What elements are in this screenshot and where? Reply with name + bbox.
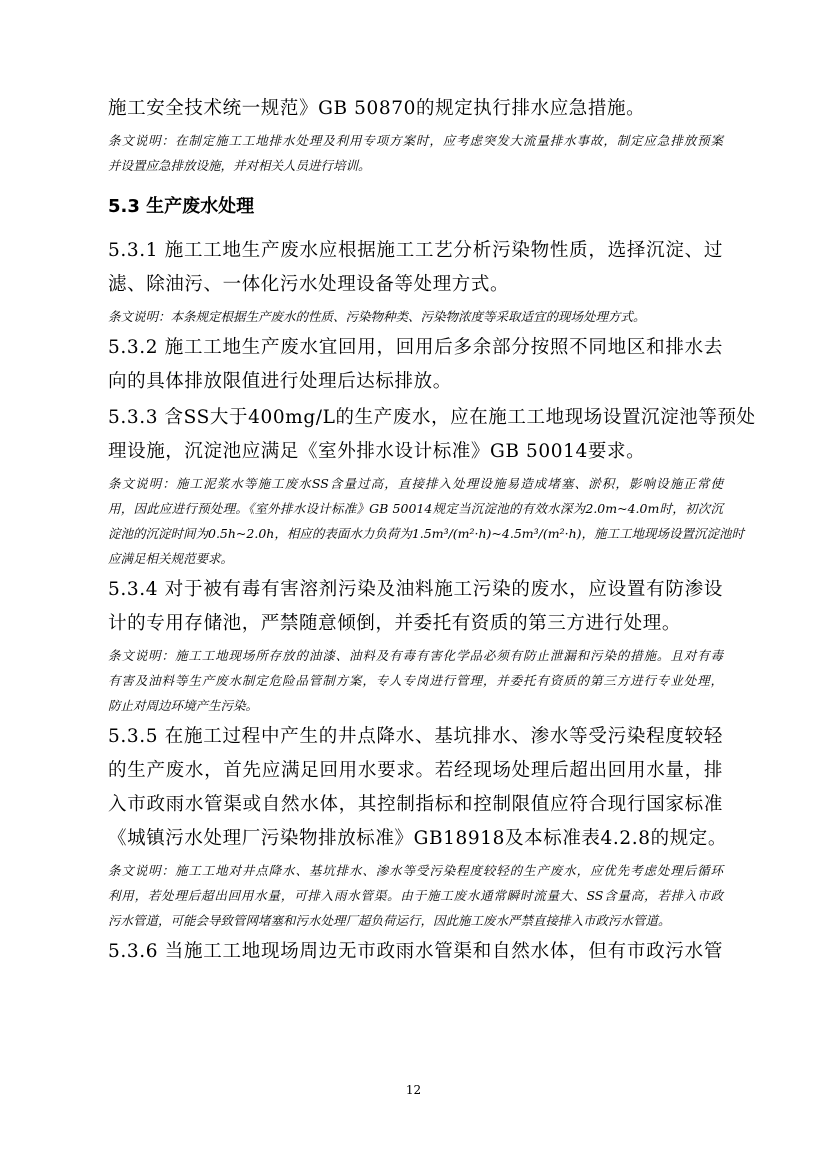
section-heading: [108, 192, 723, 222]
clause-paragraph: [108, 720, 727, 856]
body-line: 5.3.4 对于被有毒有害溶剂污染及油料施工污染的废水，应设置有防渗设: [108, 579, 723, 600]
clause-paragraph: [108, 331, 723, 399]
clause-paragraph: [108, 401, 756, 469]
body-line: 5.3.3 含SS大于400mg/L的生产废水，应在施工工地现场设置沉淀池等预处: [108, 407, 756, 428]
clause-note: [108, 471, 744, 571]
note-line: 污水管道，可能会导致管网堵塞和污水处理厂超负荷运行，因此施工废水严禁直接排入市政污水管道。: [108, 913, 671, 928]
note-line: 条文说明：施工泥浆水等施工废水SS含量过高，直接排入处理设施易造成堵塞、淤积，影响设施正常使: [108, 476, 723, 491]
body-line: 理设施，沉淀池应满足《室外排水设计标准》GB 50014要求。: [108, 441, 646, 462]
clause-note: [108, 643, 723, 718]
body-line: 5.3.2 施工工地生产废水宜回用，回用后多余部分按照不同地区和排水去: [108, 337, 723, 358]
note-line: 利用，若处理后超出回用水量，可排入雨水管渠。由于施工废水通常瞬时流量大、SS含量高，若排入市政: [108, 888, 723, 903]
note-line: 条文说明：施工工地对井点降水、基坑排水、渗水等受污染程度较轻的生产废水，应优先考虑处理后循环: [108, 863, 723, 878]
heading-line: 5.3 生产废水处理: [108, 196, 255, 217]
note-line: 防止对周边环境产生污染。: [108, 698, 259, 713]
body-line: 滤、除油污、一体化污水处理设备等处理方式。: [108, 274, 510, 295]
clause-paragraph: [108, 92, 723, 126]
note-line: 并设置应急排放设施，并对相关人员进行培训。: [108, 158, 371, 173]
page-number: 12: [405, 1083, 422, 1097]
body-line: 5.3.5 在施工过程中产生的井点降水、基坑排水、渗水等受污染程度较轻: [108, 726, 723, 747]
note-line: 条文说明：施工工地现场所存放的油漆、油料及有毒有害化学品必须有防止泄漏和污染的措施。且对有毒: [108, 648, 723, 663]
note-line: 应满足相关规范要求。: [108, 551, 234, 566]
clause-paragraph: [108, 234, 723, 302]
note-line: 淀池的沉淀时间为0.5h~2.0h，相应的表面水力负荷为1.5m³/(m²·h)~4.5m³/(m²·h)，施工工地现场设置沉淀池时: [108, 526, 744, 541]
body-line: 计的专用存储池，严禁随意倾倒，并委托有资质的第三方进行处理。: [108, 613, 682, 634]
note-line: 有害及油料等生产废水制定危险品管制方案，专人专岗进行管理，并委托有资质的第三方进行专业处理，: [108, 673, 723, 688]
clause-note: [108, 128, 723, 178]
body-line: 的生产废水，首先应满足回用水要求。若经现场处理后超出回用水量，排: [108, 760, 723, 781]
clause-paragraph: [108, 573, 723, 641]
body-line: 《城镇污水处理厂污染物排放标准》GB18918及本标准表4.2.8的规定。: [108, 828, 727, 849]
note-line: 用，因此应进行预处理。《室外排水设计标准》GB 50014规定当沉淀池的有效水深为2.0m~4.0m时，初次沉: [108, 501, 723, 516]
body-line: 5.3.1 施工工地生产废水应根据施工工艺分析污染物性质，选择沉淀、过: [108, 240, 723, 261]
clause-paragraph: [108, 935, 723, 969]
clause-note: [108, 304, 723, 329]
page-content: [108, 90, 756, 971]
body-line: 向的具体排放限值进行处理后达标排放。: [108, 371, 452, 392]
body-line: 入市政雨水管渠或自然水体，其控制指标和控制限值应符合现行国家标准: [108, 794, 723, 815]
clause-note: [108, 858, 723, 933]
body-line: 5.3.6 当施工工地现场周边无市政雨水管渠和自然水体，但有市政污水管: [108, 941, 723, 962]
body-line: 施工安全技术统一规范》GB 50870的规定执行排水应急措施。: [108, 98, 646, 119]
note-line: 条文说明：本条规定根据生产废水的性质、污染物种类、污染物浓度等采取适宜的现场处理方式。: [108, 309, 646, 324]
note-line: 条文说明：在制定施工工地排水处理及利用专项方案时，应考虑突发大流量排水事故，制定应急排放预案: [108, 133, 723, 148]
